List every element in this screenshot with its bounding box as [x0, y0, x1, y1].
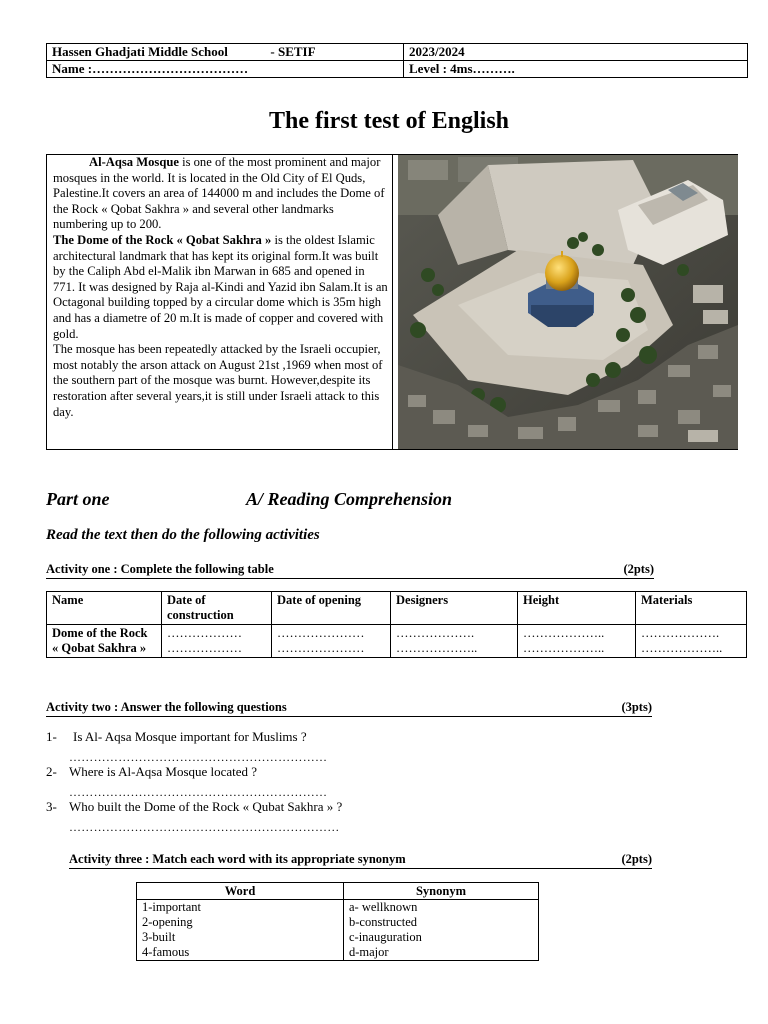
level-field[interactable]: Level : 4ms……….: [404, 61, 748, 78]
page-title: The first test of English: [269, 108, 509, 134]
paragraph-1-text: is one of the most prominent and major mosques in the world. It is located in the Old City of El Quds, Palestine.It covers an area of 144000 m and includes the Dome of the Rock « Qobat Sakhra » and several other landmarks numbering up to 200.: [53, 155, 385, 232]
activity-two-points: (3pts): [621, 700, 652, 714]
activity-two-title: Activity two : Answer the following questions: [46, 700, 287, 714]
paragraph-2-text: is the oldest Islamic architectural landmark that has kept its original form.It was built by the Caliph Abd el-Malik ibn Marwan in 685 and opened in 771. It was designed by Raja al-Kindi and Yazid ibn Salam.It is an Octagonal building topped by a circular dome which is 35m high and has a diametre of 20 m.It is made of copper and covered with gold.: [53, 232, 388, 341]
col-word: Word: [137, 883, 344, 900]
col-synonym: Synonym: [344, 883, 539, 900]
paragraph-3: The mosque has been repeatedly attacked by the Israeli occupier, most notably the arson attack on August 21st ,1969 when most of the southern part of the mosque was burnt. However,despite its restoration after several years,it is still under Israeli attack to this day.: [53, 342, 383, 419]
question-text: Where is Al-Aqsa Mosque located ?: [69, 764, 258, 779]
blank-materials[interactable]: [636, 625, 747, 658]
paragraph-2-bold: The Dome of the Rock « Qobat Sakhra »: [53, 232, 272, 247]
answer-line-1[interactable]: ………………………………………………………: [69, 750, 328, 764]
col-name: Name: [47, 592, 162, 625]
activity-one-title: Activity one : Complete the following table: [46, 562, 274, 576]
table-row: [137, 930, 539, 945]
blank-line: …………………: [277, 626, 365, 640]
answer-line-3[interactable]: …………………………………………………………: [69, 820, 340, 834]
blank-line: ………………..: [523, 626, 605, 640]
synonym-item[interactable]: a- wellknown: [344, 900, 539, 916]
school-name: Hassen Ghadjati Middle School: [52, 44, 228, 59]
answer-line-2[interactable]: ………………………………………………………: [69, 785, 328, 799]
question-number: 2-: [46, 764, 57, 779]
header-table: [46, 43, 748, 78]
table-row: [137, 900, 539, 916]
school-year: 2023/2024: [404, 44, 748, 61]
activity-one-heading: [46, 562, 654, 579]
paragraph-1-bold: Al-Aqsa Mosque: [89, 155, 179, 169]
blank-line: ………………..: [396, 641, 478, 655]
article-box: [46, 154, 738, 450]
question-text: Is Al- Aqsa Mosque important for Muslims ?: [73, 729, 307, 744]
synonym-item[interactable]: d-major: [344, 945, 539, 961]
word-item[interactable]: 2-opening: [137, 915, 344, 930]
synonym-table: [136, 882, 539, 961]
school-cell: [47, 44, 404, 61]
activity-two-heading: [46, 700, 652, 717]
blank-line: ……………….: [396, 626, 475, 640]
blank-date-construction[interactable]: [162, 625, 272, 658]
synonym-item[interactable]: c-inauguration: [344, 930, 539, 945]
col-designers: Designers: [391, 592, 518, 625]
col-date-construction: Date of construction: [162, 592, 272, 625]
completion-table: [46, 591, 747, 658]
row-name: Dome of the Rock « Qobat Sakhra »: [47, 625, 162, 658]
activity-three-points: (2pts): [621, 852, 652, 866]
instruction: Read the text then do the following activities: [46, 527, 320, 543]
paragraph-1: [53, 155, 388, 233]
blank-designers[interactable]: [391, 625, 518, 658]
table-row: [47, 625, 747, 658]
part-label: Part one: [46, 489, 110, 509]
article-text: [47, 155, 393, 449]
col-height: Height: [518, 592, 636, 625]
name-field[interactable]: Name :………………………………: [47, 61, 404, 78]
blank-line: ……………….: [641, 626, 720, 640]
school-city: - SETIF: [270, 44, 316, 59]
blank-line: ………………..: [523, 641, 605, 655]
word-item[interactable]: 1-important: [137, 900, 344, 916]
aerial-photo-image: [398, 155, 738, 449]
paragraph-2: [53, 233, 388, 342]
dome-of-the-rock-photo: [398, 155, 738, 449]
word-item[interactable]: 3-built: [137, 930, 344, 945]
word-item[interactable]: 4-famous: [137, 945, 344, 961]
blank-date-opening[interactable]: [272, 625, 391, 658]
col-date-opening: Date of opening: [272, 592, 391, 625]
table-row: [137, 945, 539, 961]
completion-table-header: [47, 592, 747, 625]
blank-line: …………………: [277, 641, 365, 655]
blank-line: ………………: [167, 641, 242, 655]
activity-three-title: Activity three : Match each word with its appropriate synonym: [69, 852, 406, 866]
question-number: 3-: [46, 799, 57, 814]
question-number: 1-: [46, 729, 57, 744]
question-text: Who built the Dome of the Rock « Qubat Sakhra » ?: [69, 799, 343, 814]
synonym-item[interactable]: b-constructed: [344, 915, 539, 930]
blank-line: ………………: [167, 626, 242, 640]
section-title: A/ Reading Comprehension: [246, 489, 453, 509]
col-materials: Materials: [636, 592, 747, 625]
activity-one-points: (2pts): [623, 562, 654, 576]
activity-three-heading: [69, 852, 652, 869]
blank-height[interactable]: [518, 625, 636, 658]
table-row: [137, 915, 539, 930]
blank-line: ………………..: [641, 641, 723, 655]
